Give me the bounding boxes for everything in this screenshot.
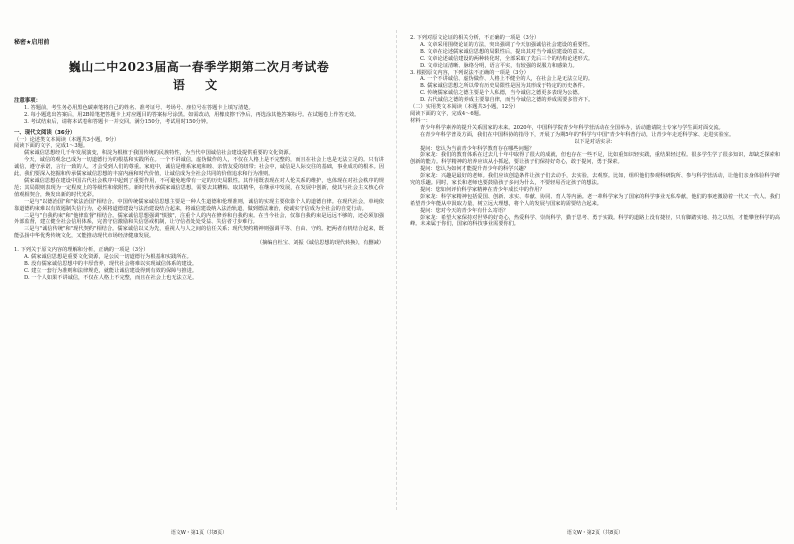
material-label: 材料一：: [410, 117, 431, 124]
option: C. 传统儒家诚信之德主要是个人私德，当今诚信之德更多表现为公德。: [420, 90, 583, 97]
note-item: 1. 答题前，考生务必用黑色碳素笔将自己的姓名、准考证号、考场号、座位号在答题卡上填写清楚。: [24, 104, 254, 111]
column-divider: [396, 30, 397, 510]
passage-paragraph: 提问：您认为当前青少年科学教育存在哪些问题？: [420, 145, 535, 152]
passage-paragraph: 儒家诚信思想在建设中国古代社会秩序中起到了重要作用，不可避免地带有一定的历史局限性。其作用既表现在对人伦关系的维护，也体现在对社会秩序的规范；其局限则表现为一定程度上的等级性和依附性。新时代传承儒家诚信思想，需要去其糟粕、取其精华，在继承中发展，在发展中创新，使其与社会主义核心价值观相契合，焕发出新的时代光彩。: [14, 177, 384, 198]
option: A. 儒家诚信思想是重要文化资源，是公民一切道德行为根基和实践所在。: [24, 253, 192, 260]
passage-paragraph: 彭家龙：兴趣是最好的老师。我们应该创造条件让孩子们去动手，去实验，去观察。比如，组织他们参观科研院所、参与科学营活动，让他们亲身体验科学研究的乐趣。同时，家长和老师也要鼓励孩子多问为什么，不要轻易否定孩子的想法。: [410, 173, 780, 187]
question-2: 2. 下列对原文论证的相关分析，不正确的一项是（3分）: [410, 35, 540, 41]
note-item: 2. 每小题选出答案后，用2B铅笔把答题卡上对应题目的答案标号涂黑。如需改动，用橡皮擦干净后，再选涂其他答案标号。在试题卷上作答无效。: [24, 111, 360, 118]
option: D. 文章论证清晰、脉络分明，语言平实，有较强的说服力和感染力。: [420, 62, 578, 69]
option: C. 文章论述诚信建设的两种转化时，全部采取了先后三个的结构论述形式。: [420, 55, 594, 62]
option: C. 建立一套行为准则和法律规范，就能让诚信建设得到有效的保障与推进。: [24, 267, 198, 274]
page-footer-1: 语文W・第1页（共8页）: [170, 530, 228, 536]
passage-paragraph: 今天，诚信的观念已成为一切道德行为的根基和实践所在。一个不讲诚信，虚伪做作的人，不仅在人格上是不完整的，而且在社会上也是无法立足的。只有讲诚信，遵守承诺，言行一致的人，才会受到人们的尊重。家庭中，诚信是维系家庭和睦、亲情友爱的纽带；社会中，诚信是人际交往的基础，事业成功的根本。因此，我们要深入挖掘和传承儒家诚信思想的丰富内涵和时代价值，让诚信成为全社会共同的价值追求和行为准则。: [14, 157, 384, 178]
option: A. 一个不讲诚信、虚伪做作、人格上不健全的人，在社会上是无法立足的。: [420, 76, 594, 83]
reading-instruction: 阅读下面的文字，完成4～6题。: [410, 110, 485, 117]
section-heading: 一、现代文阅读（36分）: [14, 129, 76, 136]
subsection-heading: （二）实用类文本阅读（本题共3小题，12分）: [410, 104, 519, 111]
secret-label: 秘密★启用前: [14, 39, 50, 46]
left-body: [14, 98, 384, 282]
passage-paragraph: 在青少年科学普及方面，我们在中国科协的指导下，开展了为期5年的"科学与中国"青少年科普行动，让青少年走近科学家、走进实验室。: [420, 131, 735, 138]
page-footer-2: 语文W・第2页（共8页）: [566, 530, 624, 536]
passage-paragraph: 三是与"诚信传统"和"现代契约"相结合。儒家诚信以义为先，重视人与人之间的信任关系；现代契约精神则强调平等、自由、守约。把两者有机结合起来，既能弘扬中华优秀传统文化，又能推动现代市场经济健康发展。: [14, 226, 384, 240]
passage-paragraph: 提问：您认为如何才能提升青少年的科学兴趣？: [420, 166, 529, 173]
passage-paragraph: 彭家龙：科学家精神包括爱国、创新、求实、奉献、协同、育人等内涵。老一辈科学家为了国家的科学事业无私奉献，他们的事迹激励着一代又一代人。我们希望青少年能从中汲取力量，树立远大理想，将个人的发展与国家的需要结合起来。: [410, 193, 780, 207]
question-1: 1. 下列关于原文内容的理解和分析，正确的一项是（3分）: [14, 247, 149, 254]
passage-paragraph: 青少年科学素养的提升关系国家的未来。2020年，中国科学院青少年科学营活动在全国举办，活动邀请院士专家与学生面对面交流。: [420, 124, 724, 131]
passage-paragraph: 以下是对话实录：: [574, 138, 616, 145]
passage-paragraph: 提问：您如何评价科学家精神在青少年成长中的作用？: [420, 186, 545, 193]
note-item: 3. 考试结束后，请将本试卷和答题卡一并交回。满分150分，考试用时150分钟。: [24, 118, 212, 125]
passage-paragraph: 提问：您对今天的青少年有什么寄语？: [420, 207, 509, 214]
option: B. 儒家诚信思想之所以带有历史局限性是因为其形成于特定的历史条件。: [420, 83, 588, 90]
passage-source: （摘编自杜宝、刘振《诚信思想的现代转换》，有删减）: [256, 240, 384, 247]
right-column: [410, 0, 780, 544]
option: A. 文章采用围绕论证的方法，突出强调了今天加强诚信社会建设的重要性。: [420, 41, 594, 48]
question-3: 3. 根据原文内容，下列说法不正确的一项是（3分）: [410, 69, 529, 76]
right-body: [410, 35, 780, 228]
passage-paragraph: 一是与"以德治国"和"依法治国"相结合。中国传统儒家诚信思想主要是一种人生道德和伦理准则，诚信的实现主要依靠个人的道德自律。在现代社会，单纯依靠道德约束难以有效遏制失信行为，必须将道德建设与法治建设结合起来，将诚信建设纳入法治轨道，做到德法兼治，使诚实守信成为全社会的自觉行动。: [14, 198, 384, 212]
passage-paragraph: 儒家诚信思想经几千年发展演变，积淀为根植于我国传统的民族特性，为当代中国诚信社会建设提供重要的文化资源。: [24, 150, 294, 157]
option: D. 古代诚信之德的养成主要靠自律，而当今诚信之德的养成需要多管齐下。: [420, 97, 594, 104]
passage-paragraph: 二是与"自我约束"和"他律监督"相结合。儒家诚信思想强调"慎独"，注重个人的内在修养和自我约束。在当今社会，仅靠自我约束是远远不够的，还必须加强外部监督，建立健全社会信用体系，完善守信激励和失信惩戒机制，让守信者处处受益、失信者寸步难行。: [14, 212, 384, 226]
passage-paragraph: 彭家龙：我们的教育体系在过去几十年中取得了很大的成就，但也存在一些不足，比如重知识轻实践，重结果轻过程。很多学生学了很多知识，却缺乏探索和创新的能力。科学精神的培养应该从小抓起，要让孩子们保持好奇心，敢于提问，勇于探索。: [410, 152, 780, 166]
exam-subject: 语 文: [172, 78, 226, 92]
left-column: [14, 0, 384, 544]
passage-paragraph: 彭家龙：希望大家保持对世界的好奇心，热爱科学、崇尚科学，勤于思考、勇于实践。科学的道路上没有捷径，只有脚踏实地、持之以恒，才能攀登科学的高峰。未来属于你们，国家的科技事业需要你们。: [410, 214, 780, 228]
exam-title: 巍山二中2023届高一春季学期第二次月考试卷: [68, 60, 330, 74]
subsection-heading: （一）论述类文本阅读（本题共3小题，9分）: [14, 136, 120, 143]
reading-instruction: 阅读下面的文字，完成1～3题。: [14, 143, 89, 150]
notes-heading: 注意事项：: [14, 98, 41, 104]
option: D. 一个人如果不讲诚信，不仅在人格上不完整，而且在社会上也无法立足。: [24, 274, 198, 281]
option: B. 文章在论述儒家诚信思想的局限性后，提出其对当今诚信建设的意义。: [420, 48, 588, 55]
option: B. 没有儒家诚信思想中的丰厚营养，现代社会将难以实现诚信体系的建设。: [24, 260, 198, 267]
